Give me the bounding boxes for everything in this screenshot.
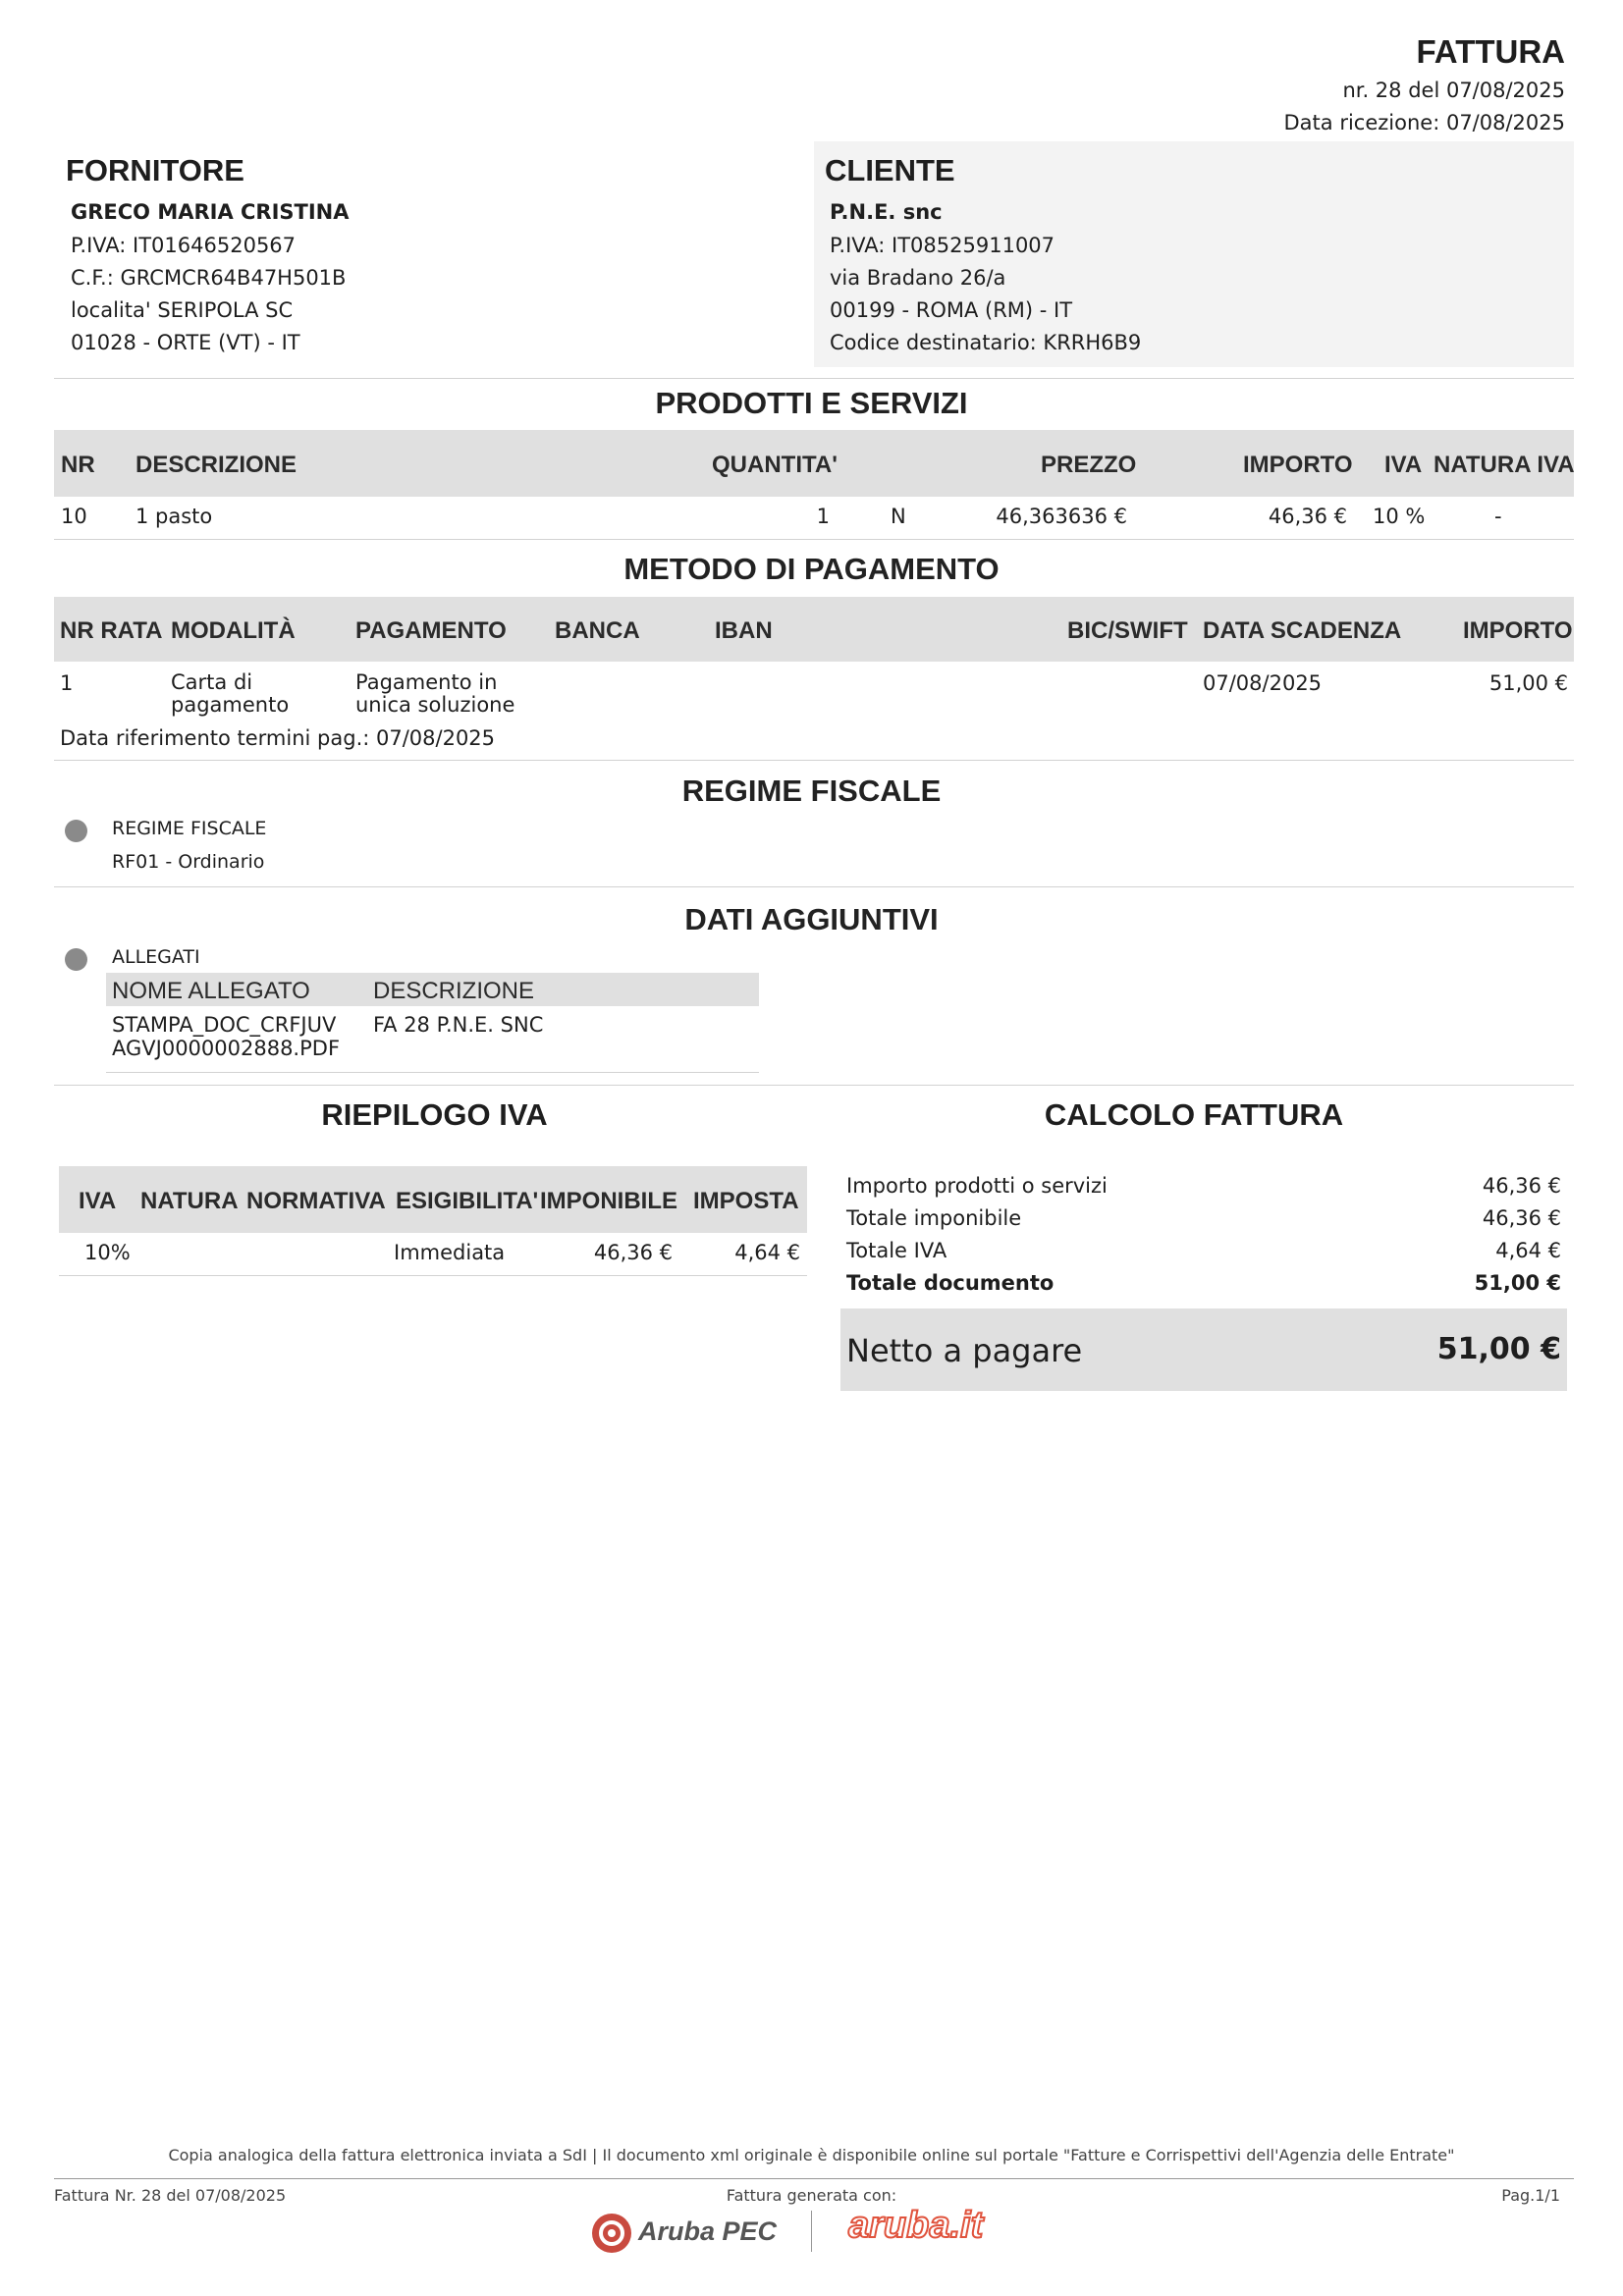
attachment-name-line2: AGVJ0000002888.PDF (112, 1037, 341, 1060)
product-descrizione: 1 pasto (135, 505, 213, 528)
col-importo: IMPORTO (1243, 452, 1353, 478)
col-iva: IVA (1384, 452, 1423, 478)
footer-note: Copia analogica della fattura elettronica inviata a SdI | Il documento xml originale è disponibile online sul portale "Fatture e Corrispettivi dell'Agenzia delle Entrate" (168, 2146, 1455, 2164)
footer-invoice-ref: Fattura Nr. 28 del 07/08/2025 (54, 2186, 287, 2205)
client-code: Codice destinatario: KRRH6B9 (830, 331, 1142, 354)
supplier-cf: C.F.: GRCMCR64B47H501B (71, 266, 347, 290)
col-scadenza: DATA SCADENZA (1203, 617, 1402, 644)
supplier-piva: P.IVA: IT01646520567 (71, 234, 297, 257)
product-quantita: 1 (816, 505, 830, 528)
col-vat-iva: IVA (79, 1188, 117, 1214)
product-prezzo: 46,363636 € (996, 505, 1127, 528)
attachment-description: FA 28 P.N.E. SNC (373, 1013, 544, 1037)
product-nr: 10 (61, 505, 87, 528)
divider (54, 760, 1574, 761)
col-modalita: MODALITÀ (171, 617, 296, 644)
attachments-label: ALLEGATI (112, 946, 200, 968)
client-block (814, 141, 1574, 367)
products-title: PRODOTTI E SERVIZI (655, 386, 968, 420)
received-date: Data ricezione: 07/08/2025 (1283, 111, 1565, 134)
supplier-address: localita' SERIPOLA SC (71, 298, 294, 322)
col-prezzo: PREZZO (1041, 452, 1137, 478)
aruba-pec-logo (589, 2211, 785, 2256)
supplier-block (54, 141, 810, 367)
aruba-it-logo: aruba.it (848, 2205, 984, 2246)
attachments-bottom-line (106, 1072, 759, 1073)
col-vat-normativa: NORMATIVA (246, 1188, 386, 1214)
col-vat-imponibile: IMPONIBILE (540, 1188, 678, 1214)
supplier-name: GRECO MARIA CRISTINA (71, 200, 350, 224)
product-unita: N (891, 505, 906, 528)
payment-title: METODO DI PAGAMENTO (623, 552, 1000, 586)
client-address: via Bradano 26/a (830, 266, 1006, 290)
vat-bottom-line (59, 1275, 807, 1276)
rata-importo: 51,00 € (1488, 671, 1568, 695)
col-nome-allegato: NOME ALLEGATO (112, 978, 310, 1004)
regime-value: RF01 - Ordinario (112, 851, 265, 873)
regime-label: REGIME FISCALE (112, 818, 267, 839)
aruba-pec-seal-icon (589, 2211, 634, 2256)
calc-value-products: 46,36 € (1482, 1174, 1561, 1198)
calc-value-iva: 4,64 € (1495, 1239, 1561, 1262)
col-quantita: QUANTITA' (712, 452, 838, 478)
footer-divider (54, 2178, 1574, 2179)
client-heading: CLIENTE (825, 153, 955, 187)
calc-value-imponibile: 46,36 € (1482, 1206, 1561, 1230)
vat-summary-title: RIEPILOGO IVA (321, 1097, 548, 1132)
document-title: FATTURA (1416, 33, 1565, 70)
col-vat-esigibilita: ESIGIBILITA' (396, 1188, 539, 1214)
col-vat-imposta: IMPOSTA (693, 1188, 799, 1214)
vat-iva: 10% (84, 1241, 131, 1264)
calc-value-totale: 51,00 € (1474, 1271, 1561, 1295)
calc-label-totale: Totale documento (846, 1271, 1055, 1295)
calc-label-imponibile: Totale imponibile (846, 1206, 1022, 1230)
bullet-icon (65, 948, 87, 971)
footer-page-number: Pag.1/1 (1501, 2186, 1560, 2205)
vat-imponibile: 46,36 € (593, 1241, 673, 1264)
divider (54, 1085, 1574, 1086)
aruba-pec-text: Aruba PEC (638, 2216, 778, 2246)
attachment-name-line1: STAMPA_DOC_CRFJUV (112, 1013, 337, 1037)
vat-imposta: 4,64 € (734, 1241, 800, 1264)
payment-reference-date: Data riferimento termini pag.: 07/08/2025 (60, 726, 496, 750)
rata-pagamento: Pagamento in unica soluzione (355, 670, 515, 717)
bullet-icon (65, 820, 87, 842)
calc-label-products: Importo prodotti o servizi (846, 1174, 1108, 1198)
calc-label-iva: Totale IVA (846, 1239, 947, 1262)
product-iva: 10 % (1373, 505, 1426, 528)
col-descrizione: DESCRIZIONE (135, 452, 298, 478)
col-descrizione-allegato: DESCRIZIONE (373, 978, 535, 1004)
supplier-city: 01028 - ORTE (VT) - IT (71, 331, 300, 354)
footer-generated-with: Fattura generata con: (726, 2186, 897, 2205)
divider (54, 378, 1574, 379)
net-to-pay-value: 51,00 € (1436, 1332, 1561, 1366)
col-banca: BANCA (555, 617, 640, 644)
product-natura: - (1494, 505, 1502, 528)
calc-title: CALCOLO FATTURA (1044, 1097, 1344, 1132)
divider (54, 886, 1574, 887)
product-importo: 46,36 € (1268, 505, 1347, 528)
divider (54, 539, 1574, 540)
logo-separator (811, 2211, 812, 2252)
extra-title: DATI AGGIUNTIVI (684, 902, 939, 936)
supplier-heading: FORNITORE (66, 153, 244, 187)
col-iban: IBAN (715, 617, 773, 644)
col-pagamento: PAGAMENTO (355, 617, 507, 644)
rata-modalita: Carta di pagamento (171, 670, 290, 717)
invoice-number: nr. 28 del 07/08/2025 (1342, 79, 1565, 102)
rata-scadenza: 07/08/2025 (1203, 671, 1323, 695)
net-to-pay-label: Netto a pagare (846, 1332, 1083, 1369)
vat-esigibilita: Immediata (394, 1241, 506, 1264)
client-city: 00199 - ROMA (RM) - IT (830, 298, 1073, 322)
col-nr: NR (61, 452, 95, 478)
client-piva: P.IVA: IT08525911007 (830, 234, 1055, 257)
regime-title: REGIME FISCALE (681, 774, 942, 808)
col-nr-rata: NR RATA (60, 617, 163, 644)
col-natura-iva: NATURA IVA (1434, 452, 1575, 478)
client-name: P.N.E. snc (830, 200, 943, 224)
col-importo-rata: IMPORTO (1463, 617, 1573, 644)
col-bic: BIC/SWIFT (1067, 617, 1188, 644)
col-vat-natura: NATURA (140, 1188, 239, 1214)
rata-nr: 1 (60, 671, 74, 695)
